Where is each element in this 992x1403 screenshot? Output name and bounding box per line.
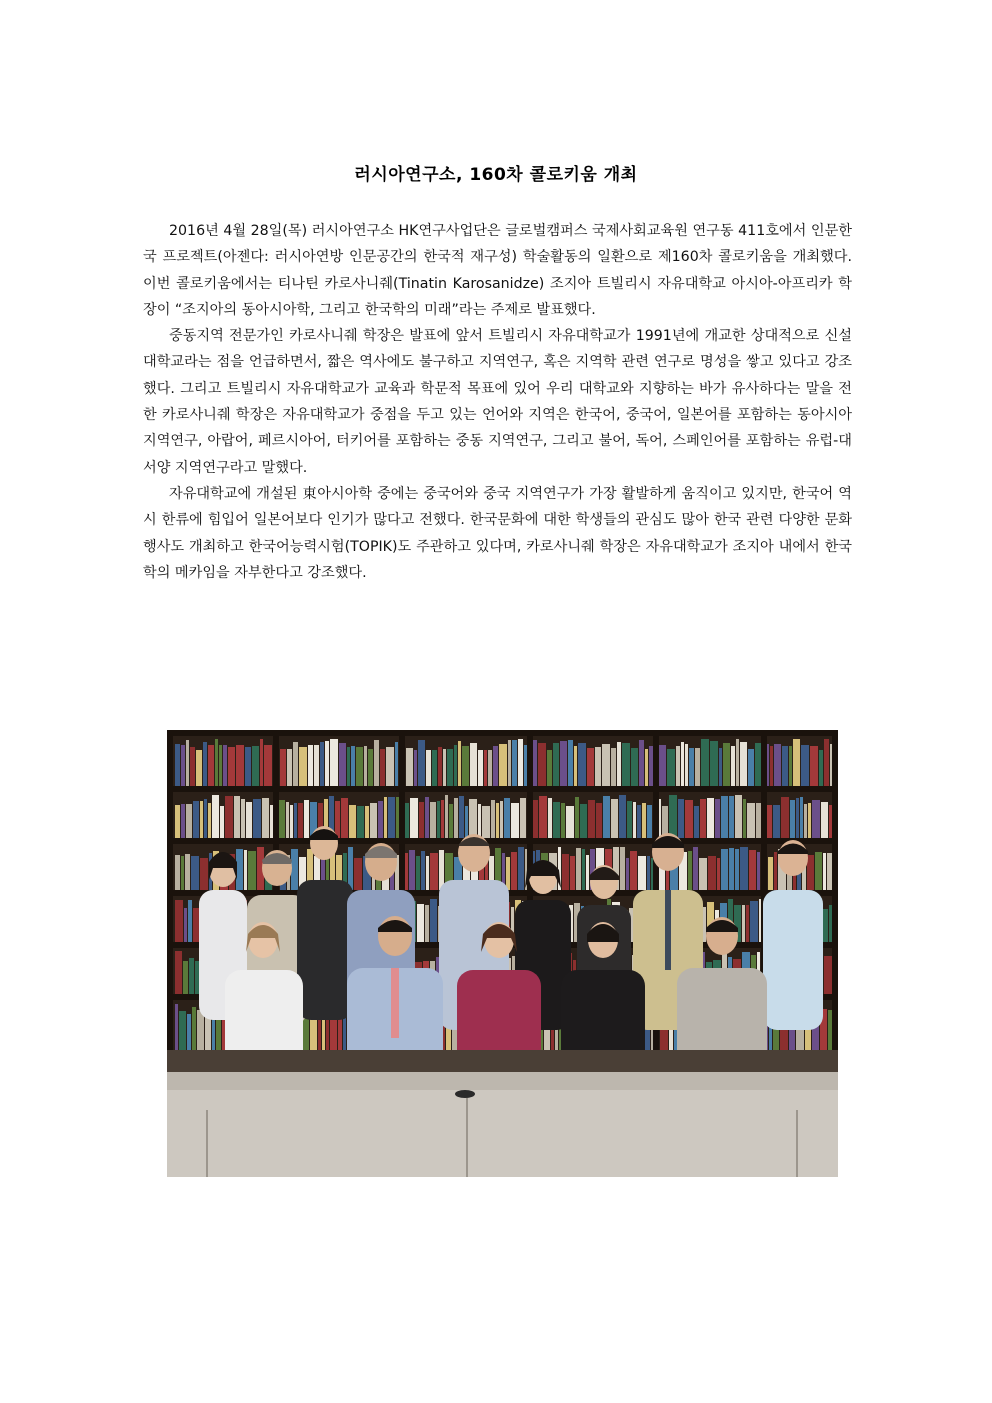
book-spine [188,900,192,946]
book-spine [500,801,503,842]
book-spine [620,847,625,894]
book-spine [279,800,285,842]
book-spine [175,805,180,842]
book-spine [410,798,418,842]
book-spine [715,799,720,842]
book-spine [639,740,644,786]
book-spine [774,744,781,786]
book-spine [308,745,313,786]
book-spine [260,739,263,786]
book-spine [406,748,413,786]
book-spine [782,746,788,786]
book-spine [694,806,699,842]
article-body [143,218,852,586]
book-spine [220,806,224,842]
book-spine [699,858,707,894]
book-spine [631,748,638,786]
book-spine [721,796,728,842]
book-spine [417,904,424,946]
book-spine [757,852,760,894]
book-spine [425,797,429,842]
book-spine [575,797,579,842]
book-spine [437,801,440,842]
book-spine [812,800,820,842]
group-photo [167,730,838,1177]
book-spine [488,750,492,786]
book-spine [508,740,511,786]
book-spine [747,803,755,842]
book-spine [721,849,728,894]
book-spine [819,750,823,786]
book-spine [236,745,244,786]
book-spine [175,744,180,786]
book-spine [735,795,742,842]
book-spine [743,799,746,842]
book-spine [746,905,749,946]
book-spine [824,739,829,786]
book-spine [793,739,800,786]
book-spine [175,951,182,998]
book-spine [384,797,387,842]
book-spine [356,747,363,786]
book-spine [647,856,650,894]
book-spine [693,847,698,894]
book-spine [419,802,424,842]
paragraph: 중동지역 전문가인 카로사니줴 학장은 발표에 앞서 트빌리시 자유대학교가 1991년에 개교한 상대적으로 신설 대학교라는 점을 언급하면서, 짧은 역사에도 불구하고 지역연구, 혹은 지역학 관련 연구로 명성을 쌓고 있다고 강조했다. 그리고 트빌리시 자유대학교가 교육과 학문적 목표에 있어 우리 대학교와 지향하는 바가 유사하다는 말을 전한 카로사니줴 학장은 자유대학교가 중점을 두고 있는 언어와 지역은 한국어, 중국어, 일본어를 포함하는 동아시아 지역연구, 아랍어, 페르시아어, 터키어를 포함하는 중동 지역연구, 그리고 불어, 독어, 스페인어를 포함하는 유럽-대서양 지역연구라고 말했다. [143,328,852,476]
book-spine [496,803,499,842]
book-spine [212,795,219,842]
book-spine [354,858,362,894]
book-spine [244,850,247,894]
book-spine [547,750,552,786]
book-spine [325,741,329,786]
paragraph: 자유대학교에 개설된 東아시아학 중에는 중국어와 중국 지역연구가 가장 활발하게 움직이고 있지만, 한국어 역시 한류에 힘입어 일본어보다 인기가 많다고 전했다. 한국문화에 대한 학생들의 관심도 많아 한국 관련 다양한 문화행사도 개최하고 한국어능력시험(TOPIK)도 주관하고 있다며, 카로사니줴 학장은 자유대학교가 조지아 내에서 한국학의 메카임을 자부한다고 강조했다. [143,485,852,581]
book-spine [774,852,777,894]
book-spine [286,802,289,842]
book-spine [395,742,398,786]
book-spine [204,799,207,842]
book-spine [688,851,692,894]
book-spine [770,746,773,786]
book-spine [459,796,464,842]
book-spine [638,856,646,894]
book-spine [181,804,185,842]
book-spine [262,798,269,842]
book-spine [611,748,616,786]
book-spine [445,795,448,842]
book-spine [458,741,461,786]
book-spine [617,742,621,786]
book-spine [735,849,739,894]
book-spine [447,749,453,786]
book-spine [562,854,569,894]
book-spine [611,799,618,842]
book-spine [378,801,383,842]
book-spine [768,857,773,894]
book-spine [678,799,684,842]
book-spine [553,802,560,842]
book-spine [364,746,367,786]
book-spine [685,744,688,786]
book-spine [175,900,183,946]
book-spine [314,745,319,786]
book-spine [253,799,261,842]
book-spine [518,847,524,894]
book-spine [236,849,243,894]
book-spine [602,744,610,786]
book-spine [234,796,240,842]
book-spine [223,745,227,786]
book-spine [596,803,602,842]
book-spine [189,958,194,998]
book-spine [208,803,211,842]
book-spine [499,744,507,786]
book-spine [626,858,629,894]
book-spine [438,747,442,786]
book-spine [380,749,385,786]
book-spine [790,800,795,842]
book-spine [810,746,818,786]
book-spine [482,806,490,842]
book-spine [351,746,355,786]
book-spine [374,740,379,786]
book-spine [649,746,653,786]
book-spine [186,804,192,842]
book-spine [430,802,436,842]
book-spine [815,852,822,894]
book-spine [320,742,324,786]
book-spine [622,743,630,786]
book-spine [561,803,565,842]
book-spine [807,855,814,894]
book-spine [781,797,789,842]
book-spine [659,745,666,786]
book-spine [200,801,203,842]
book-spine [175,1004,178,1050]
book-spine [215,739,218,786]
article-title: 러시아연구소, 160차 콜로키움 개최 [354,165,638,185]
book-spine [796,798,799,842]
book-spine [441,800,444,842]
book-spine [645,749,648,786]
book-spine [421,851,425,894]
book-spine [228,747,235,786]
book-spine [773,805,780,842]
book-spine [808,803,811,842]
book-spine [425,905,429,946]
book-spine [560,741,567,786]
book-spine [717,858,720,894]
book-spine [241,799,245,842]
book-spine [454,745,457,786]
book-spine [298,803,303,842]
book-spine [196,750,202,786]
book-spine [193,908,199,946]
book-spine [290,805,293,842]
book-spine [294,803,297,842]
book-spine [736,739,739,786]
book-spine [553,743,559,786]
book-spine [454,798,458,842]
book-spine [729,848,734,894]
book-spine [246,802,252,842]
book-spine [191,856,199,894]
book-spine [416,856,420,894]
book-spine [701,739,709,786]
book-spine [175,855,180,894]
book-spine [190,747,195,786]
book-spine [804,804,807,842]
book-spine [368,749,373,786]
book-spine [511,803,519,842]
book-spine [829,805,832,842]
book-spine [710,741,718,786]
book-spine [538,743,546,786]
book-spine [504,798,510,842]
book-spine [418,740,425,786]
book-spine [245,747,251,786]
book-spine [578,743,586,786]
book-spine [748,749,754,786]
book-spine [568,740,573,786]
book-spine [200,858,208,894]
book-spine [193,801,199,842]
book-spine [750,901,758,946]
book-spine [405,803,409,842]
book-spine [580,804,587,842]
book-spine [627,801,632,842]
book-spine [304,800,309,842]
book-spine [749,850,756,894]
book-spine [708,856,716,894]
book-spine [484,750,487,786]
book-spine [478,750,483,786]
book-spine [248,851,256,894]
book-spine [637,805,641,842]
book-spine [821,802,828,842]
book-spine [647,805,652,842]
book-spine [449,804,453,842]
book-spine [370,803,377,842]
book-spine [430,853,438,894]
book-spine [801,745,809,786]
book-spine [293,742,298,786]
book-spine [681,742,684,786]
book-spine [723,743,730,786]
book-spine [181,745,185,786]
book-spine [742,905,745,946]
book-spine [197,1010,204,1050]
group-photo-illustration [167,730,838,1177]
book-spine [566,806,574,842]
book-spine [357,806,364,842]
book-spine [740,742,747,786]
book-spine [347,747,350,786]
book-spine [667,749,675,786]
book-spine [208,745,214,786]
book-spine [587,748,594,786]
book-spine [291,849,298,894]
book-spine [619,795,626,842]
book-spine [824,956,832,998]
book-spine [426,750,431,786]
book-spine [588,800,595,842]
book-spine [349,805,356,842]
book-spine [181,856,184,894]
book-spine [184,908,187,946]
book-spine [430,899,437,946]
book-spine [789,746,792,786]
book-spine [740,847,748,894]
book-spine [729,796,734,842]
book-spine [203,742,207,786]
book-spine [676,746,680,786]
book-spine [299,747,307,786]
book-spine [603,796,610,842]
book-spine [586,855,589,894]
book-spine [264,745,272,786]
book-spine [388,797,395,842]
book-spine [512,740,517,786]
book-spine [548,798,552,842]
book-spine [219,745,222,786]
book-spine [252,746,259,786]
book-spine [341,798,348,842]
book-spine [179,1011,186,1050]
book-spine [365,806,369,842]
book-spine [339,743,346,786]
book-spine [823,853,826,894]
book-spine [719,748,722,786]
book-spine [183,961,188,998]
paragraph: 2016년 4월 28일(목) 러시아연구소 HK연구사업단은 글로벌캠퍼스 국제사회교육원 연구동 411호에서 인문한국 프로젝트(아젠다: 러시아연방 인문공간의 한국적 재구성) 학술활동의 일환으로 제160차 콜로키움을 개최했다. 이번 콜로키움에서는 티나틴 카로사니줴(Tinatin Karosanidze) 조지아 트빌리시 자유대학교 아시아-아프리카 학장이 “조지아의 동아시아학, 그리고 한국학의 미래”라는 주제로 발표했다. [143,223,852,318]
book-spine [462,746,469,786]
book-spine [695,748,700,786]
book-spine [287,749,292,786]
book-spine [576,848,581,894]
book-spine [386,747,394,786]
book-spine [443,749,446,786]
book-spine [707,798,714,842]
book-spine [493,746,498,786]
book-spine [511,852,517,894]
book-spine [570,856,575,894]
book-spine [185,854,190,894]
book-spine [426,856,429,894]
book-spine [689,748,694,786]
book-spine [192,1007,196,1050]
book-spine [633,802,636,842]
book-spine [539,796,547,842]
book-spine [630,851,637,894]
book-spine [470,743,477,786]
book-spine [595,747,601,786]
book-spine [414,750,417,786]
book-spine [642,803,646,842]
book-spine [518,739,523,786]
book-spine [582,849,585,894]
book-spine [685,800,693,842]
book-spine [187,1014,191,1050]
book-spine [330,739,338,786]
book-spine [280,749,286,786]
book-spine [186,740,189,786]
book-spine [491,800,495,842]
book-spine [520,798,526,842]
book-spine [800,797,803,842]
book-spine [432,750,437,786]
book-spine [731,746,735,786]
book-spine [409,850,415,894]
book-spine [225,796,233,842]
book-spine [574,746,577,786]
book-spine [700,799,706,842]
